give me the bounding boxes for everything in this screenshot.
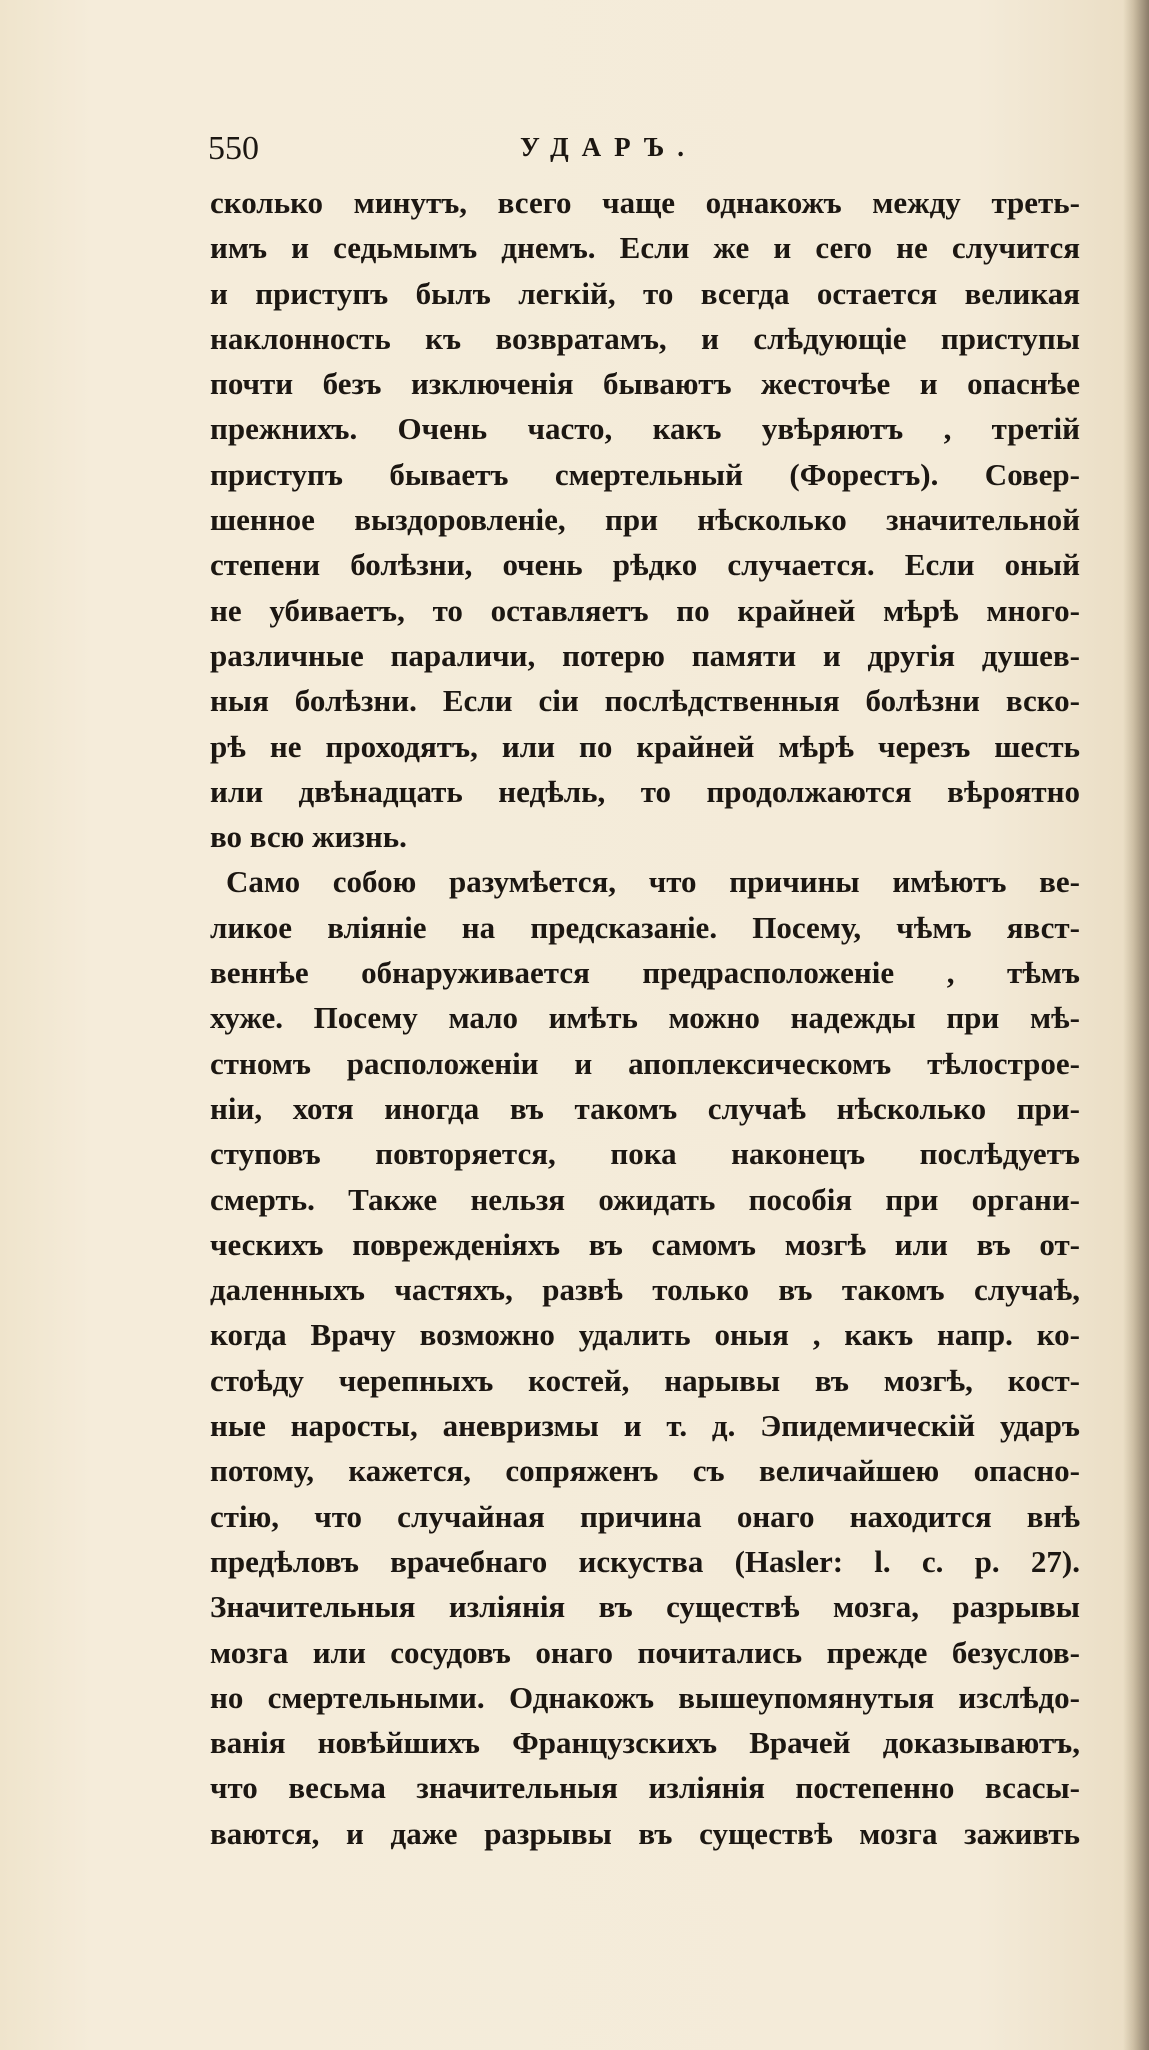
- text-line: во всю жизнь.: [210, 819, 407, 855]
- text-line: когда Врачу возможно удалить оныя , какъ напр. ко-: [210, 1317, 1080, 1353]
- text-line: степени болѣзни, очень рѣдко случается. Если оный: [210, 547, 1080, 583]
- text-line: ступовъ повторяется, пока наконецъ послѣдуетъ: [210, 1136, 1080, 1172]
- page-header: [208, 130, 928, 176]
- text-line: мозга или сосудовъ онаго почитались прежде безуслов-: [210, 1634, 1080, 1670]
- text-line: ликое вліяніе на предсказаніе. Посему, чѣмъ явст-: [210, 909, 1080, 945]
- text-line: приступъ бываетъ смертельный (Форестъ). Совер-: [210, 456, 1080, 492]
- page-edge-shadow: [1123, 0, 1149, 2050]
- text-line: сколько минутъ, всего чаще однакожъ между треть-: [210, 185, 1080, 220]
- running-head: УДАРЪ.: [520, 132, 698, 162]
- text-line: не убиваетъ, то оставляетъ по крайней мѣрѣ много-: [210, 592, 1080, 628]
- text-line: ніи, хотя иногда въ такомъ случаѣ нѣсколько при-: [210, 1090, 1080, 1126]
- text-line: но смертельными. Однакожъ вышеупомянутыя изслѣдо-: [210, 1679, 1080, 1715]
- text-line: почти безъ изключенія бываютъ жесточѣе и опаснѣе: [210, 366, 1080, 402]
- text-line: имъ и седьмымъ днемъ. Если же и сего не случится: [210, 230, 1080, 266]
- text-line: шенное выздоровленіе, при нѣсколько значительной: [210, 502, 1080, 538]
- text-line: рѣ не проходятъ, или по крайней мѣрѣ черезъ шесть: [210, 728, 1080, 764]
- page-number: 550: [208, 130, 259, 167]
- text-line: стоѣду черепныхъ костей, нарывы въ мозгѣ, кост-: [210, 1362, 1080, 1398]
- text-line: стномъ расположеніи и апоплексическомъ тѣлостроe-: [210, 1045, 1080, 1081]
- body-text: [210, 180, 1080, 1856]
- text-line: что весьма значительныя изліянія постепенно всасы-: [210, 1770, 1080, 1806]
- text-line: даленныхъ частяхъ, развѣ только въ такомъ случаѣ,: [210, 1272, 1080, 1308]
- text-line: наклонность къ возвратамъ, и слѣдующіе приступы: [210, 320, 1080, 356]
- text-line: ванія новѣйшихъ Французскихъ Врачей доказываютъ,: [210, 1725, 1080, 1761]
- text-line: или двѣнадцать недѣль, то продолжаются вѣроятно: [210, 773, 1080, 809]
- text-line: стію, что случайная причина онаго находится внѣ: [210, 1498, 1080, 1534]
- text-line: смерть. Также нельзя ожидать пособія при органи-: [210, 1181, 1080, 1217]
- text-line: и приступъ былъ легкій, то всегда остается великая: [210, 275, 1080, 311]
- text-line: веннѣе обнаруживается предрасположеніе , тѣмъ: [210, 955, 1080, 991]
- text-line: ныя болѣзни. Если сіи послѣдственныя болѣзни вско-: [210, 683, 1080, 719]
- text-line: ческихъ поврежденіяхъ въ самомъ мозгѣ или въ от-: [210, 1226, 1080, 1262]
- text-line: потому, кажется, сопряженъ съ величайшею опасно-: [210, 1453, 1080, 1489]
- text-line: предѣловъ врачебнаго искуства (Hasler: l. c. p. 27).: [210, 1543, 1080, 1579]
- text-line: ваются, и даже разрывы въ существѣ мозга заживть: [210, 1815, 1080, 1851]
- text-line: Значительныя изліянія въ существѣ мозга, разрывы: [210, 1589, 1080, 1625]
- text-line: ные наросты, аневризмы и т. д. Эпидемическій ударъ: [210, 1408, 1080, 1444]
- text-line: прежнихъ. Очень часто, какъ увѣряютъ , третій: [210, 411, 1080, 447]
- text-line: хуже. Посему мало имѣть можно надежды при мѣ-: [210, 1000, 1080, 1036]
- text-line: Само собою разумѣется, что причины имѣютъ ве-: [226, 864, 1080, 900]
- text-line: различные параличи, потерю памяти и другія душев-: [210, 637, 1080, 673]
